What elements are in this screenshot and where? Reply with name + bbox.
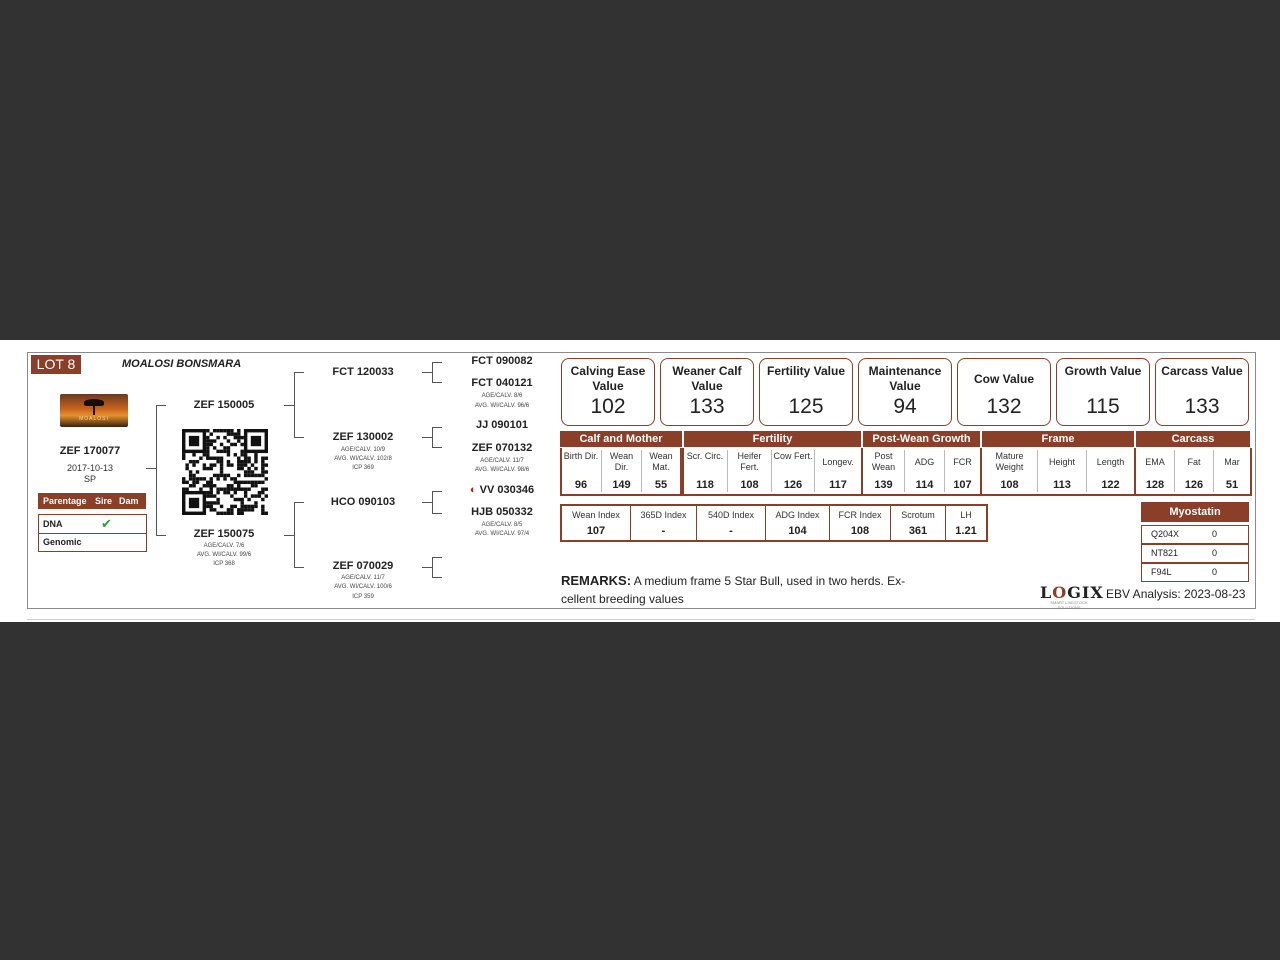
index-value: 108 (850, 525, 870, 537)
group-header-growth: Post-Wean Growth (863, 431, 980, 447)
ebv-cell (1038, 448, 1086, 494)
myostatin-row (1141, 544, 1249, 563)
tree-trunk (93, 405, 95, 415)
index-label: 540D Index (707, 510, 755, 520)
qr-code[interactable] (182, 429, 268, 515)
index-cell (946, 506, 986, 540)
remarks-label: REMARKS: (561, 573, 632, 588)
pedigree-line (432, 577, 442, 578)
ebv-cell (945, 448, 980, 494)
ebv-label: Mar (1224, 457, 1240, 467)
ebv-cell (1087, 448, 1134, 494)
sd-age-calv: AGE/CALV. 10/9 (340, 447, 386, 453)
group-header-fertility: Fertility (684, 431, 861, 447)
group-header-calf: Calf and Mother (560, 431, 682, 447)
index-table (560, 504, 988, 542)
check-icon: ✔ (101, 516, 112, 531)
parentage-col: Parentage (43, 496, 87, 506)
sdd-age-calv: AGE/CALV. 11/7 (480, 458, 524, 464)
ebv-cell (1136, 448, 1174, 494)
ebv-group-carcass (1134, 448, 1252, 496)
ebv-cell (772, 448, 814, 494)
myostatin-row (1141, 525, 1249, 544)
pedigree-line (422, 372, 432, 373)
dd-age-calv: AGE/CALV. 11/7 (341, 575, 385, 581)
value-number: 102 (590, 395, 626, 418)
pedigree-line (156, 535, 166, 536)
brand-part-a: L (1040, 583, 1053, 602)
dd-icp: ICP 359 (352, 594, 374, 600)
myostatin-row (1141, 563, 1249, 582)
myostatin-gene: Q204X (1151, 529, 1180, 539)
index-value: 104 (788, 525, 807, 537)
index-cell (766, 506, 829, 540)
sss-id: FCT 090082 (471, 355, 533, 367)
index-cell (562, 506, 630, 540)
ss-id: FCT 120033 (332, 366, 394, 378)
dsd-age-calv: AGE/CALV. 8/5 (481, 522, 523, 528)
pedigree-line (432, 427, 442, 428)
ebv-value: 107 (953, 479, 972, 491)
pedigree-line (432, 557, 433, 577)
index-value: - (661, 525, 666, 537)
pedigree-line (432, 557, 442, 558)
animal-code: SP (83, 474, 96, 484)
value-number: 133 (1184, 395, 1220, 418)
ebv-label: Birth Dir. (563, 451, 599, 461)
ebv-group-frame (980, 448, 1136, 496)
lot-badge: LOT 8 (31, 355, 81, 374)
pedigree-line (294, 502, 304, 503)
pedigree-line (432, 513, 442, 514)
ebv-cell (1214, 448, 1250, 494)
index-label: 365D Index (640, 510, 687, 520)
myostatin-header: Myostatin (1141, 502, 1249, 522)
index-cell (891, 506, 945, 540)
ebv-label: Heifer Fert. (737, 451, 762, 472)
index-cell (830, 506, 890, 540)
ebv-cell (863, 448, 904, 494)
myostatin-value: 0 (1212, 548, 1218, 558)
ebv-cell (1175, 448, 1213, 494)
animal-id: ZEF 170077 (59, 445, 121, 457)
remarks-line2: cellent breeding values (561, 592, 684, 606)
sd-avg-wi: AVG. WI/CALV. 102/8 (334, 456, 392, 462)
ebv-label: Post Wean (871, 451, 896, 472)
value-label: Cow Value (973, 372, 1035, 386)
ebv-cell (562, 448, 600, 494)
pedigree-line (432, 427, 433, 447)
value-number: 115 (1086, 395, 1120, 418)
index-value: 107 (586, 525, 606, 537)
pedigree-line (294, 502, 295, 567)
ebv-analysis-date: EBV Analysis: 2023-08-23 (1106, 587, 1246, 601)
myostatin-value: 0 (1212, 567, 1218, 577)
ebv-value: 149 (612, 479, 631, 491)
index-label: Scrotum (901, 510, 935, 520)
dsd-id: HJB 050332 (471, 506, 533, 518)
ebv-label: FCR (953, 457, 972, 467)
index-value: 361 (908, 525, 928, 537)
value-label: Fertility Value (766, 364, 846, 378)
logix-tagline: SMART LIVESTOCK SOLUTIONS (1050, 600, 1088, 610)
ebv-label: Length (1096, 457, 1125, 467)
index-cell (697, 506, 765, 540)
ssd-id: FCT 040121 (471, 377, 533, 389)
index-label: FCR Index (838, 510, 882, 520)
parentage-row (39, 533, 146, 551)
bottom-rule (27, 619, 1255, 620)
brand-part-b: GIX (1067, 583, 1104, 602)
ebv-label: ADG (914, 457, 935, 467)
pedigree-line (432, 491, 433, 513)
ebv-label: Wean Mat. (649, 451, 673, 472)
ebv-label: Cow Fert. (773, 451, 813, 461)
value-box (660, 358, 754, 426)
parentage-row (39, 515, 146, 534)
ds-id: HCO 090103 (330, 496, 396, 508)
ebv-cell (642, 448, 680, 494)
ebv-cell (982, 448, 1037, 494)
value-box (1056, 358, 1150, 426)
dam-avg-wi: AVG. WI/CALV. 99/6 (196, 552, 252, 558)
parentage-label: DNA (43, 519, 63, 529)
ssd-avg-wi: AVG. WI/CALV. 96/6 (474, 403, 530, 409)
parentage-label: Genomic (43, 537, 82, 547)
group-header-carcass: Carcass (1136, 431, 1250, 447)
ebv-value: 55 (654, 479, 668, 491)
pedigree-line (432, 362, 442, 363)
value-box (858, 358, 952, 426)
sdd-id: ZEF 070132 (471, 442, 533, 454)
ebv-label: Fat (1187, 457, 1201, 467)
sire-col: Sire (95, 496, 113, 506)
index-value: - (729, 525, 733, 537)
dd-avg-wi: AVG. WI/CALV. 100/6 (334, 584, 392, 590)
pedigree-line (422, 502, 432, 503)
ebv-value: 51 (1225, 479, 1239, 491)
sdd-avg-wi: AVG. WI/CALV. 98/6 (474, 467, 530, 473)
lot-card (0, 340, 1280, 622)
value-label: Carcass Value (1161, 364, 1243, 378)
index-label: Wean Index (572, 510, 620, 520)
index-label: LH (960, 510, 972, 520)
pedigree-line (156, 405, 157, 535)
pedigree-line (146, 468, 156, 469)
value-label: Growth Value (1064, 364, 1142, 378)
sds-id: JJ 090101 (476, 419, 528, 431)
ebv-label: EMA (1145, 457, 1165, 467)
ebv-group-calf (560, 448, 682, 496)
pedigree-line (294, 372, 304, 373)
pedigree-line (432, 447, 442, 448)
myostatin-gene: NT821 (1151, 548, 1179, 558)
dam-id: ZEF 150075 (193, 528, 255, 540)
pedigree-line (432, 362, 433, 382)
pedigree-line (432, 382, 442, 383)
ssd-age-calv: AGE/CALV. 8/6 (481, 393, 523, 399)
ebv-label: Height (1048, 457, 1075, 467)
value-box (759, 358, 853, 426)
ebv-value: 128 (1145, 479, 1165, 491)
remarks-line1: A medium frame 5 Star Bull, used in two herds. Ex- (633, 574, 906, 588)
ebv-value: 139 (874, 479, 893, 491)
value-box (957, 358, 1051, 426)
ebv-value: 108 (740, 479, 759, 491)
pedigree-line (422, 567, 432, 568)
ebv-value: 114 (915, 479, 934, 491)
dam-col: Dam (119, 496, 139, 506)
value-label: Weaner Calf Value (672, 364, 742, 393)
value-number: 133 (689, 395, 725, 418)
dss-id (452, 484, 552, 496)
farm-name: MOALOSI BONSMARA (122, 358, 242, 370)
ebv-group-growth (861, 448, 982, 496)
pedigree-line (294, 567, 304, 568)
parentage-table (38, 514, 147, 552)
value-number: 125 (788, 395, 824, 418)
pedigree-line (284, 535, 294, 536)
myostatin-gene: F94L (1151, 567, 1172, 577)
dss-id-text: VV 030346 (479, 484, 535, 496)
ebv-label: Longev. (822, 457, 854, 467)
ebv-cell (728, 448, 771, 494)
sd-id: ZEF 130002 (332, 431, 394, 443)
group-header-frame: Frame (982, 431, 1134, 447)
pedigree-line (422, 437, 432, 438)
ebv-label: Wean Dir. (609, 451, 634, 472)
ebv-value: 126 (1184, 479, 1204, 491)
parentage-header (38, 493, 146, 509)
ebv-value: 126 (783, 479, 803, 491)
dam-age-calv: AGE/CALV. 7/6 (203, 543, 245, 549)
ebv-value: 122 (1101, 479, 1120, 491)
pedigree-line (284, 405, 294, 406)
ebv-cell (815, 448, 861, 494)
dd-id: ZEF 070029 (332, 560, 394, 572)
ebv-cell (684, 448, 726, 494)
ebv-value: 108 (1000, 479, 1019, 491)
dsd-avg-wi: AVG. WI/CALV. 97/4 (474, 531, 530, 537)
heart-pin-icon: O (1052, 583, 1068, 602)
ebv-value: 113 (1053, 479, 1071, 491)
farm-logo (60, 394, 128, 427)
value-label: Calving Ease Value (570, 364, 646, 393)
sd-icp: ICP 369 (352, 465, 374, 471)
value-number: 132 (986, 395, 1022, 418)
pedigree-line (432, 491, 442, 492)
value-box (561, 358, 655, 426)
ebv-cell (905, 448, 944, 494)
pedigree-line (294, 437, 304, 438)
remarks (561, 572, 941, 608)
ebv-cell (602, 448, 641, 494)
sire-id: ZEF 150005 (193, 399, 255, 411)
ebv-value: 117 (829, 479, 847, 491)
sire-marker-icon: ◐ (469, 484, 477, 496)
index-cell (631, 506, 696, 540)
ebv-value: 96 (574, 479, 588, 491)
ebv-label: Scr. Circ. (686, 451, 724, 461)
animal-birth-date: 2017-10-13 (66, 463, 114, 473)
value-box (1155, 358, 1249, 426)
ebv-group-fertility (682, 448, 863, 496)
value-label: Maintenance Value (868, 364, 942, 393)
value-number: 94 (893, 395, 917, 418)
pedigree-line (294, 372, 295, 437)
ebv-label: Mature Weight (995, 451, 1024, 472)
index-value: 1.21 (955, 525, 977, 537)
pedigree-line (156, 405, 166, 406)
myostatin-value: 0 (1212, 529, 1218, 539)
logo-text: MOALOSI (79, 416, 109, 422)
index-label: ADG Index (775, 510, 820, 520)
dam-icp: ICP 368 (213, 561, 235, 567)
ebv-value: 118 (696, 479, 714, 491)
